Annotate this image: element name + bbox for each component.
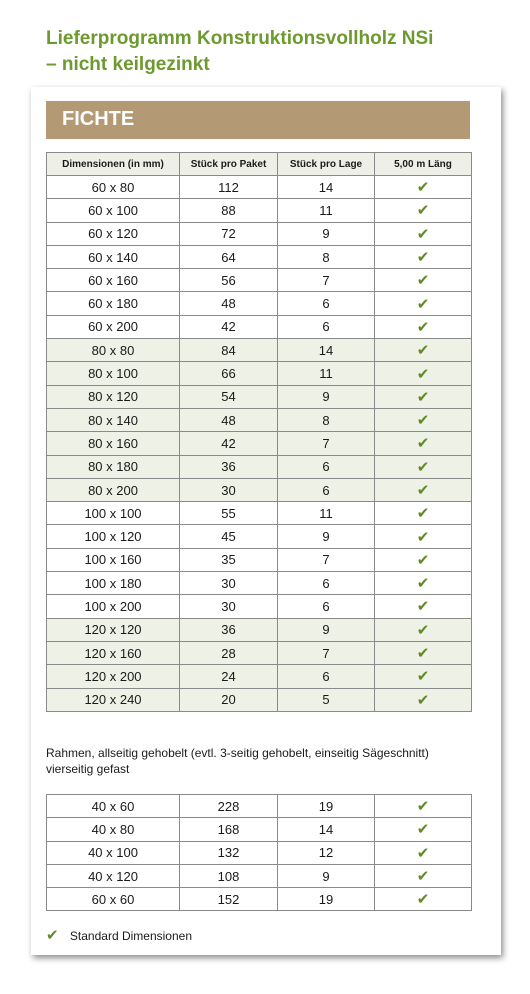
check-icon: ✔ bbox=[416, 295, 430, 313]
cell-per-layer: 6 bbox=[278, 478, 375, 501]
cell-per-layer: 11 bbox=[278, 199, 375, 222]
table-row bbox=[47, 222, 472, 245]
cell-per-layer: 9 bbox=[278, 864, 375, 887]
cell-dimension: 80 x 120 bbox=[47, 385, 180, 408]
cell-per-layer: 6 bbox=[278, 572, 375, 595]
table-row bbox=[47, 888, 472, 911]
cell-per-layer: 8 bbox=[278, 408, 375, 431]
cell-per-package: 36 bbox=[180, 455, 278, 478]
cell-per-package: 72 bbox=[180, 222, 278, 245]
cell-dimension: 60 x 180 bbox=[47, 292, 180, 315]
cell-standard bbox=[375, 432, 472, 455]
cell-per-layer: 11 bbox=[278, 502, 375, 525]
cell-standard bbox=[375, 641, 472, 664]
cell-per-layer: 7 bbox=[278, 641, 375, 664]
cell-standard bbox=[375, 269, 472, 292]
cell-dimension: 100 x 180 bbox=[47, 572, 180, 595]
table-row bbox=[47, 269, 472, 292]
table-header-row bbox=[47, 153, 472, 176]
cell-per-layer: 9 bbox=[278, 385, 375, 408]
cell-standard bbox=[375, 315, 472, 338]
legend-label: Standard Dimensionen bbox=[69, 929, 192, 943]
cell-standard bbox=[375, 455, 472, 478]
cell-dimension: 40 x 60 bbox=[47, 795, 180, 818]
cell-standard bbox=[375, 795, 472, 818]
check-icon: ✔ bbox=[416, 598, 430, 616]
cell-standard bbox=[375, 595, 472, 618]
cell-dimension: 120 x 120 bbox=[47, 618, 180, 641]
cell-per-package: 112 bbox=[180, 176, 278, 199]
cell-standard bbox=[375, 199, 472, 222]
cell-dimension: 60 x 140 bbox=[47, 245, 180, 268]
cell-dimension: 40 x 80 bbox=[47, 818, 180, 841]
cell-standard bbox=[375, 176, 472, 199]
cell-per-layer: 14 bbox=[278, 818, 375, 841]
table-row bbox=[47, 408, 472, 431]
check-icon: ✔ bbox=[416, 528, 430, 546]
cell-dimension: 80 x 100 bbox=[47, 362, 180, 385]
table-row bbox=[47, 455, 472, 478]
table-row bbox=[47, 641, 472, 664]
cell-per-package: 108 bbox=[180, 864, 278, 887]
cell-per-package: 48 bbox=[180, 408, 278, 431]
cell-per-package: 30 bbox=[180, 572, 278, 595]
cell-per-layer: 6 bbox=[278, 455, 375, 478]
section-band bbox=[46, 101, 470, 139]
table-row bbox=[47, 795, 472, 818]
cell-per-layer: 7 bbox=[278, 548, 375, 571]
cell-per-layer: 7 bbox=[278, 269, 375, 292]
cell-per-package: 228 bbox=[180, 795, 278, 818]
check-icon: ✔ bbox=[416, 621, 430, 639]
cell-per-layer: 6 bbox=[278, 595, 375, 618]
cell-standard bbox=[375, 864, 472, 887]
title-line-1: Lieferprogramm Konstruktionsvollholz NSi bbox=[46, 28, 434, 49]
cell-per-package: 20 bbox=[180, 688, 278, 711]
cell-per-layer: 8 bbox=[278, 245, 375, 268]
cell-dimension: 120 x 160 bbox=[47, 641, 180, 664]
cell-standard bbox=[375, 339, 472, 362]
check-icon: ✔ bbox=[416, 551, 430, 569]
cell-dimension: 100 x 160 bbox=[47, 548, 180, 571]
table-row bbox=[47, 292, 472, 315]
check-icon: ✔ bbox=[416, 668, 430, 686]
cell-dimension: 100 x 200 bbox=[47, 595, 180, 618]
cell-per-package: 152 bbox=[180, 888, 278, 911]
col-header-per-layer: Stück pro Lage bbox=[278, 153, 375, 176]
cell-standard bbox=[375, 222, 472, 245]
check-icon: ✔ bbox=[416, 435, 430, 453]
cell-per-layer: 14 bbox=[278, 176, 375, 199]
cell-dimension: 80 x 160 bbox=[47, 432, 180, 455]
check-icon: ✔ bbox=[416, 412, 430, 430]
cell-standard bbox=[375, 408, 472, 431]
cell-standard bbox=[375, 548, 472, 571]
table-row bbox=[47, 315, 472, 338]
table-row bbox=[47, 176, 472, 199]
check-icon: ✔ bbox=[416, 482, 430, 499]
cell-dimension: 80 x 140 bbox=[47, 408, 180, 431]
table-row bbox=[47, 502, 472, 525]
check-icon: ✔ bbox=[416, 365, 430, 383]
check-icon: ✔ bbox=[416, 342, 430, 360]
table-row bbox=[47, 665, 472, 688]
cell-dimension: 60 x 160 bbox=[47, 269, 180, 292]
cell-per-package: 66 bbox=[180, 362, 278, 385]
cell-per-package: 84 bbox=[180, 339, 278, 362]
cell-per-layer: 19 bbox=[278, 888, 375, 911]
frame-table bbox=[46, 794, 472, 911]
check-icon: ✔ bbox=[416, 458, 430, 476]
cell-standard bbox=[375, 818, 472, 841]
check-icon: ✔ bbox=[416, 844, 430, 862]
cell-dimension: 100 x 120 bbox=[47, 525, 180, 548]
cell-dimension: 80 x 80 bbox=[47, 339, 180, 362]
table-row bbox=[47, 595, 472, 618]
check-icon: ✔ bbox=[416, 202, 430, 220]
page-title bbox=[46, 26, 506, 78]
table-row bbox=[47, 525, 472, 548]
title-line-2: – nicht keilgezinkt bbox=[46, 54, 210, 75]
table-row bbox=[47, 362, 472, 385]
cell-dimension: 80 x 200 bbox=[47, 478, 180, 501]
cell-standard bbox=[375, 478, 472, 501]
table-row bbox=[47, 245, 472, 268]
check-icon: ✔ bbox=[416, 798, 430, 816]
table-row bbox=[47, 572, 472, 595]
legend bbox=[46, 926, 192, 944]
check-icon: ✔ bbox=[416, 505, 430, 523]
delivery-table bbox=[46, 152, 472, 712]
table-row bbox=[47, 818, 472, 841]
check-icon: ✔ bbox=[416, 318, 430, 336]
cell-per-package: 30 bbox=[180, 478, 278, 501]
cell-standard bbox=[375, 525, 472, 548]
table-row bbox=[47, 339, 472, 362]
check-icon: ✔ bbox=[416, 225, 430, 243]
cell-per-layer: 7 bbox=[278, 432, 375, 455]
cell-per-package: 35 bbox=[180, 548, 278, 571]
cell-dimension: 60 x 200 bbox=[47, 315, 180, 338]
cell-per-package: 54 bbox=[180, 385, 278, 408]
check-icon: ✔ bbox=[416, 645, 430, 663]
cell-dimension: 40 x 100 bbox=[47, 841, 180, 864]
cell-per-layer: 14 bbox=[278, 339, 375, 362]
cell-dimension: 60 x 100 bbox=[47, 199, 180, 222]
check-icon: ✔ bbox=[416, 821, 430, 839]
cell-per-layer: 19 bbox=[278, 795, 375, 818]
cell-standard bbox=[375, 245, 472, 268]
cell-dimension: 60 x 60 bbox=[47, 888, 180, 911]
note-line-1: Rahmen, allseitig gehobelt (evtl. 3-seitig gehobelt, einseitig Sägeschnitt) bbox=[46, 746, 429, 760]
cell-per-package: 42 bbox=[180, 432, 278, 455]
check-icon: ✔ bbox=[416, 249, 430, 267]
check-icon: ✔ bbox=[416, 891, 430, 909]
cell-per-package: 168 bbox=[180, 818, 278, 841]
section-band-label: FICHTE bbox=[62, 108, 135, 130]
cell-per-layer: 9 bbox=[278, 618, 375, 641]
table-row bbox=[47, 548, 472, 571]
cell-per-layer: 12 bbox=[278, 841, 375, 864]
cell-standard bbox=[375, 502, 472, 525]
note-line-2: vierseitig gefast bbox=[46, 762, 130, 776]
cell-per-package: 24 bbox=[180, 665, 278, 688]
cell-per-package: 64 bbox=[180, 245, 278, 268]
cell-dimension: 120 x 240 bbox=[47, 688, 180, 711]
cell-per-package: 48 bbox=[180, 292, 278, 315]
cell-per-layer: 6 bbox=[278, 292, 375, 315]
cell-per-package: 56 bbox=[180, 269, 278, 292]
table-row bbox=[47, 432, 472, 455]
cell-per-layer: 6 bbox=[278, 665, 375, 688]
cell-per-package: 55 bbox=[180, 502, 278, 525]
cell-per-layer: 5 bbox=[278, 688, 375, 711]
check-icon: ✔ bbox=[416, 388, 430, 406]
cell-per-package: 88 bbox=[180, 199, 278, 222]
cell-per-layer: 11 bbox=[278, 362, 375, 385]
table-row bbox=[47, 385, 472, 408]
table-row bbox=[47, 841, 472, 864]
cell-dimension: 60 x 80 bbox=[47, 176, 180, 199]
cell-dimension: 120 x 200 bbox=[47, 665, 180, 688]
check-icon: ✔ bbox=[46, 927, 59, 944]
cell-standard bbox=[375, 841, 472, 864]
col-header-length: 5,00 m Läng bbox=[375, 153, 472, 176]
cell-per-package: 28 bbox=[180, 641, 278, 664]
note-text bbox=[46, 745, 486, 777]
table-row bbox=[47, 864, 472, 887]
cell-standard bbox=[375, 385, 472, 408]
cell-per-package: 132 bbox=[180, 841, 278, 864]
check-icon: ✔ bbox=[416, 179, 430, 197]
cell-standard bbox=[375, 572, 472, 595]
check-icon: ✔ bbox=[416, 691, 430, 709]
cell-per-package: 36 bbox=[180, 618, 278, 641]
table-row bbox=[47, 478, 472, 501]
check-icon: ✔ bbox=[416, 575, 430, 593]
cell-standard bbox=[375, 618, 472, 641]
cell-per-layer: 9 bbox=[278, 525, 375, 548]
cell-dimension: 100 x 100 bbox=[47, 502, 180, 525]
cell-per-package: 42 bbox=[180, 315, 278, 338]
col-header-per-package: Stück pro Paket bbox=[180, 153, 278, 176]
cell-per-package: 45 bbox=[180, 525, 278, 548]
col-header-dimensions: Dimensionen (in mm) bbox=[47, 153, 180, 176]
cell-per-layer: 6 bbox=[278, 315, 375, 338]
cell-dimension: 40 x 120 bbox=[47, 864, 180, 887]
cell-per-layer: 9 bbox=[278, 222, 375, 245]
cell-per-package: 30 bbox=[180, 595, 278, 618]
table-row bbox=[47, 618, 472, 641]
check-icon: ✔ bbox=[416, 868, 430, 886]
cell-standard bbox=[375, 688, 472, 711]
cell-standard bbox=[375, 292, 472, 315]
cell-dimension: 80 x 180 bbox=[47, 455, 180, 478]
table-row bbox=[47, 688, 472, 711]
cell-standard bbox=[375, 665, 472, 688]
check-icon: ✔ bbox=[416, 272, 430, 290]
cell-standard bbox=[375, 362, 472, 385]
table-row bbox=[47, 199, 472, 222]
cell-standard bbox=[375, 888, 472, 911]
cell-dimension: 60 x 120 bbox=[47, 222, 180, 245]
